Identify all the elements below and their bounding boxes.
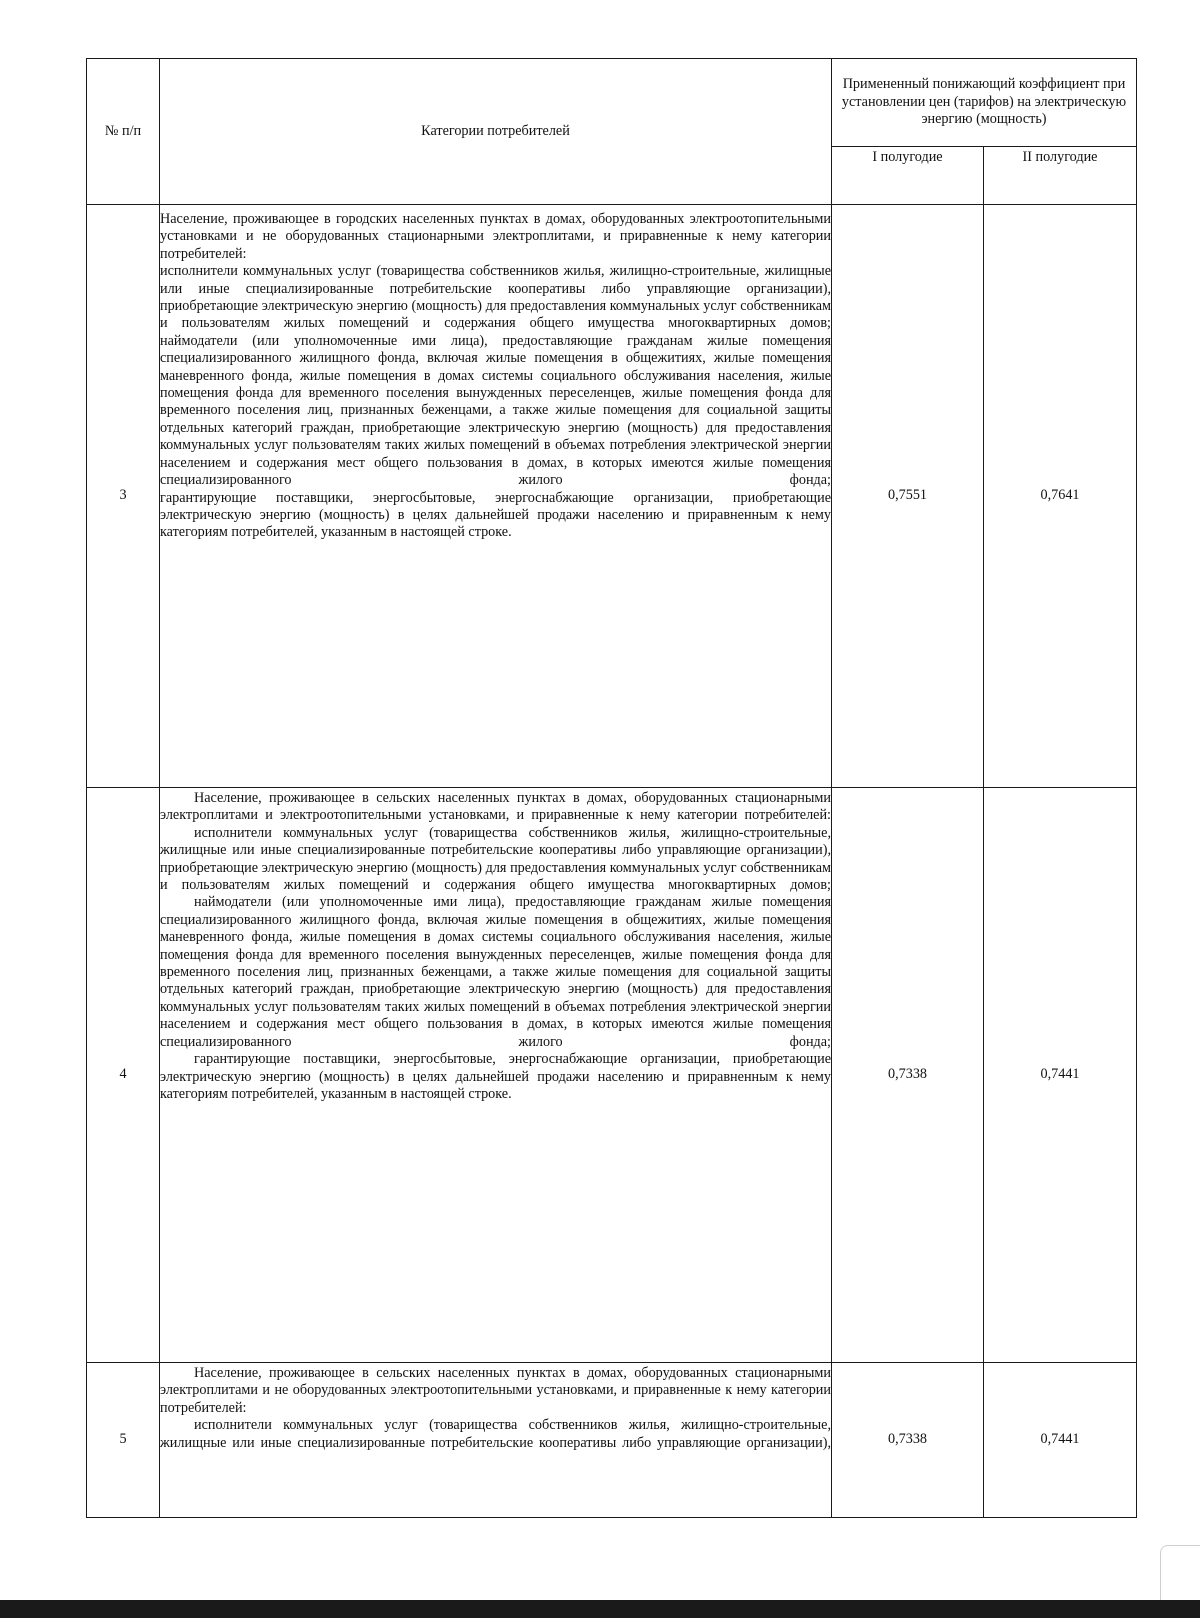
table-row	[87, 1363, 1137, 1518]
coefficient-half-year-2: 0,7641	[984, 205, 1137, 788]
coefficient-half-year-2: 0,7441	[984, 788, 1137, 1363]
coefficient-half-year-1: 0,7551	[832, 205, 984, 788]
table-row	[87, 205, 1137, 788]
category-paragraph: гарантирующие поставщики, энергосбытовые, энергоснабжающие организации, приобретающие электрическую энергию (мощность) в целях дальнейшей продажи населению и приравненным к нему категориям потребителей, указанным в настоящей строке.	[160, 489, 831, 541]
row-number: 4	[87, 788, 160, 1363]
category-description	[160, 788, 832, 1363]
row-number: 3	[87, 205, 160, 788]
header-category: Категории потребителей	[160, 59, 832, 205]
table-header-row	[87, 59, 1137, 147]
coefficient-half-year-1: 0,7338	[832, 1363, 984, 1518]
category-paragraph: Население, проживающее в городских населенных пунктах в домах, оборудованных электроотопительными установками и не оборудованных стационарными электроплитами, и приравненные к нему категории потребителей:	[160, 211, 831, 262]
coefficient-half-year-2: 0,7441	[984, 1363, 1137, 1518]
row-number: 5	[87, 1363, 160, 1518]
category-paragraph: наймодатели (или уполномоченные ими лица), предоставляющие гражданам жилые помещения специализированного жилищного фонда, включая жилые помещения в общежитиях, жилые помещения маневренного фонда, жилые помещения в домах системы социального обслуживания населения, жилые помещения фонда для временного поселения вынужденных переселенцев, жилые помещения фонда для временного поселения лиц, признанных беженцами, а также жилые помещения для социальной защиты отдельных категорий граждан, приобретающие электрическую энергию (мощность) для предоставления коммунальных услуг пользователям таких жилых помещений в объемах потребления электрической энергии населением и содержания мест общего пользования в домах, в которых имеются жилые помещения специализированного жилого фонда;	[160, 332, 831, 489]
scan-page-edge	[1160, 1545, 1200, 1601]
category-paragraph: наймодатели (или уполномоченные ими лица), предоставляющие гражданам жилые помещения специализированного жилищного фонда, включая жилые помещения в общежитиях, жилые помещения маневренного фонда, жилые помещения в домах системы социального обслуживания населения, жилые помещения фонда для временного поселения вынужденных переселенцев, жилые помещения фонда для временного поселения лиц, признанных беженцами, а также жилые помещения для социальной защиты отдельных категорий граждан, приобретающие электрическую энергию (мощность) для предоставления коммунальных услуг пользователям таких жилых помещений в объемах потребления электрической энергии населением и содержания мест общего пользования в домах, в которых имеются жилые помещения специализированного жилого фонда;	[160, 894, 831, 1050]
table-row	[87, 788, 1137, 1363]
category-paragraph: Население, проживающее в сельских населенных пунктах в домах, оборудованных стационарными электроплитами и электроотопительными установками, и приравненные к нему категории потребителей:	[160, 790, 831, 824]
coefficient-half-year-1: 0,7338	[832, 788, 984, 1363]
category-paragraph: гарантирующие поставщики, энергосбытовые, энергоснабжающие организации, приобретающие электрическую энергию (мощность) в целях дальнейшей продажи населению и приравненным к нему категориям потребителей, указанным в настоящей строке.	[160, 1051, 831, 1102]
tariff-coefficient-table	[86, 58, 1137, 1518]
category-paragraph: исполнители коммунальных услуг (товарищества собственников жилья, жилищно-строительные, жилищные или иные специализированные потребительские кооперативы либо управляющие организации), приобретающие электрическую энергию (мощность) для предоставления коммунальных услуг собственникам и пользователям жилых помещений и содержания общего имущества многоквартирных домов;	[160, 824, 831, 894]
header-half-year-2: II полугодие	[984, 147, 1137, 205]
category-description	[160, 205, 832, 788]
category-paragraph: Население, проживающее в сельских населенных пунктах в домах, оборудованных стационарными электроплитами и не оборудованных электроотопительными установками, и приравненные к нему категории потребителей:	[160, 1365, 831, 1416]
scan-border-bar	[0, 1600, 1200, 1618]
category-description	[160, 1363, 832, 1518]
header-coefficient: Примененный понижающий коэффициент при установлении цен (тарифов) на электрическую энергию (мощность)	[832, 59, 1137, 147]
category-paragraph: исполнители коммунальных услуг (товарищества собственников жилья, жилищно-строительные, жилищные или иные специализированные потребительские кооперативы либо управляющие организации), приобретающие электрическую энергию (мощность) для предоставления коммунальных услуг собственникам и пользователям жилых помещений и содержания общего имущества многоквартирных домов;	[160, 263, 831, 332]
category-paragraph: исполнители коммунальных услуг (товарищества собственников жилья, жилищно-строительные, жилищные или иные специализированные потребительские кооперативы либо управляющие организации),	[160, 1417, 831, 1451]
header-number: № п/п	[87, 59, 160, 205]
header-half-year-1: I полугодие	[832, 147, 984, 205]
